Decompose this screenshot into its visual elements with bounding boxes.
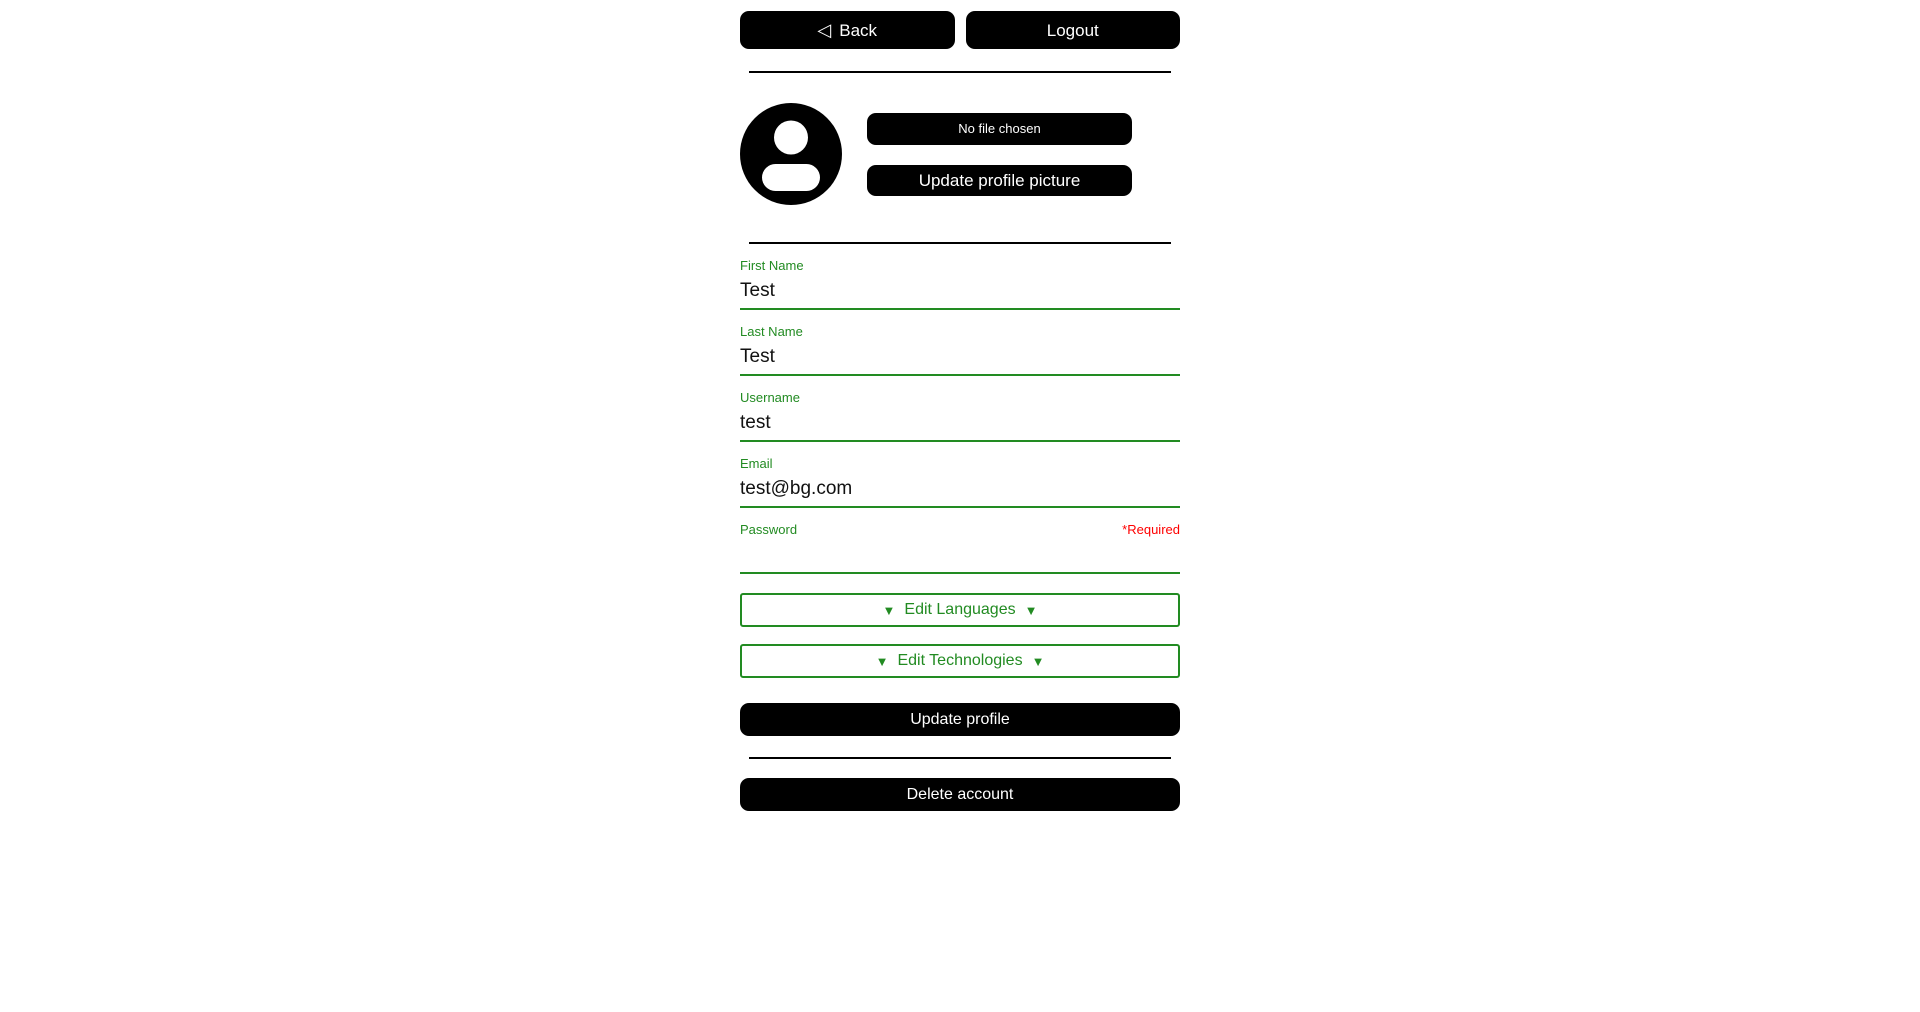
password-required-badge: *Required [1122, 522, 1180, 537]
back-arrow-icon: ◁ [817, 20, 832, 40]
update-profile-button[interactable] [740, 703, 1180, 736]
username-label: Username [740, 390, 800, 405]
first-name-label: First Name [740, 258, 804, 273]
last-name-label: Last Name [740, 324, 803, 339]
logout-button-label: Logout [1046, 20, 1099, 40]
delete-account-label: Delete account [906, 785, 1014, 803]
email-input[interactable] [740, 472, 1180, 508]
chevron-down-icon: ▼ [875, 653, 889, 669]
edit-languages-label: Edit Languages [904, 601, 1016, 618]
email-field [740, 442, 1180, 508]
chevron-down-icon: ▼ [1031, 653, 1045, 669]
file-status-label: No file chosen [958, 121, 1041, 136]
logout-button[interactable] [966, 11, 1181, 49]
avatar-person-icon [740, 103, 842, 205]
last-name-field [740, 310, 1180, 376]
header-button-row [740, 11, 1180, 49]
chevron-down-icon: ▼ [882, 602, 896, 618]
update-profile-label: Update profile [910, 710, 1010, 728]
avatar-section [740, 103, 1180, 205]
back-button[interactable] [740, 11, 955, 49]
update-picture-button[interactable] [867, 165, 1132, 196]
choose-file-button[interactable] [867, 113, 1132, 145]
username-input[interactable] [740, 406, 1180, 442]
delete-section-divider [749, 757, 1171, 759]
first-name-input[interactable] [740, 274, 1180, 310]
password-field [740, 508, 1180, 574]
chevron-down-icon: ▼ [1024, 602, 1038, 618]
edit-technologies-label: Edit Technologies [897, 652, 1023, 669]
picture-controls [867, 113, 1132, 196]
header-divider [749, 71, 1171, 73]
back-button-label: Back [839, 20, 878, 40]
edit-technologies-button[interactable] [740, 644, 1180, 678]
username-field [740, 376, 1180, 442]
edit-languages-button[interactable] [740, 593, 1180, 627]
delete-account-button[interactable] [740, 778, 1180, 811]
password-label: Password [740, 522, 798, 537]
last-name-input[interactable] [740, 340, 1180, 376]
profile-page [740, 0, 1180, 811]
first-name-field [740, 244, 1180, 310]
password-input[interactable] [740, 538, 1180, 574]
update-picture-label: Update profile picture [918, 170, 1081, 190]
email-label: Email [740, 456, 773, 471]
